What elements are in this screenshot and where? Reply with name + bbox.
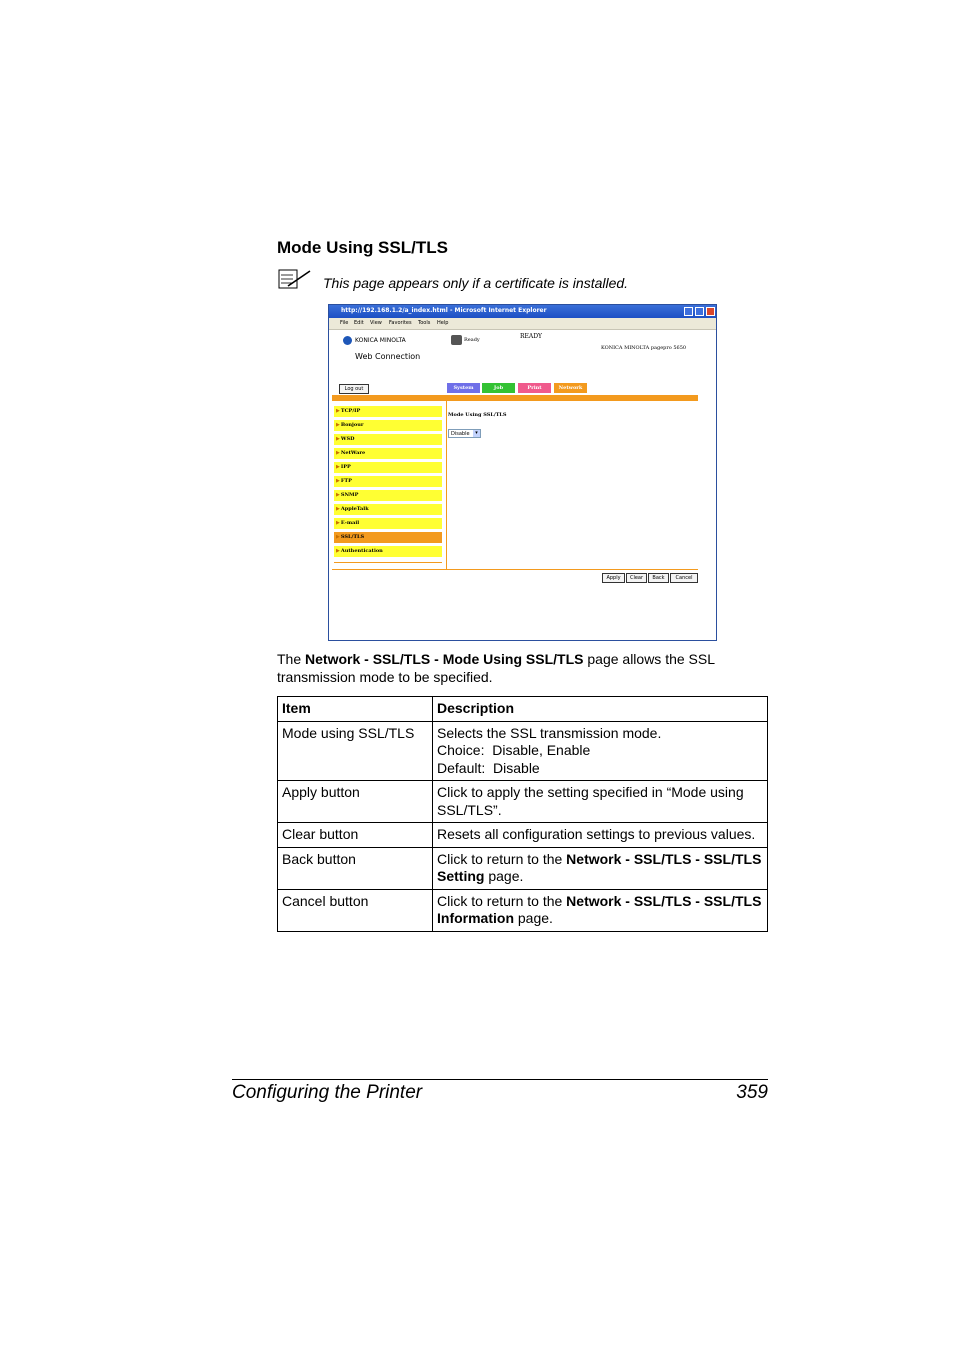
sidebar-item-tcpip[interactable]: ▶TCP/IP bbox=[334, 406, 442, 417]
page-number: 359 bbox=[736, 1082, 768, 1103]
menu-tools[interactable]: Tools bbox=[418, 320, 431, 326]
table-row bbox=[278, 847, 768, 889]
maximize-icon[interactable] bbox=[695, 307, 704, 316]
sidebar-item-snmp[interactable]: ▶SNMP bbox=[334, 490, 442, 501]
content-divider bbox=[446, 401, 447, 569]
sidebar-item-appletalk[interactable]: ▶AppleTalk bbox=[334, 504, 442, 515]
footer-chapter: Configuring the Printer bbox=[232, 1082, 423, 1103]
mode-select[interactable]: Disable ▾ bbox=[448, 429, 481, 438]
status-ready: READY bbox=[520, 333, 543, 340]
table-header-row bbox=[278, 697, 768, 722]
menu-bar bbox=[329, 318, 716, 330]
status-ready-small: Ready bbox=[464, 337, 480, 343]
row-description: Click to apply the setting specified in “Mode using SSL/TLS”. bbox=[433, 781, 768, 823]
tab-system[interactable]: System bbox=[447, 383, 480, 393]
row-description: Selects the SSL transmission mode. Choice: Disable, Enable Default: Disable bbox=[433, 721, 768, 781]
printer-icon bbox=[451, 335, 462, 345]
apply-button[interactable]: Apply bbox=[602, 573, 625, 583]
row-description: Click to return to the Network - SSL/TLS - SSL/TLS Information page. bbox=[433, 889, 768, 931]
sidebar bbox=[334, 406, 442, 560]
section-title: Mode Using SSL/TLS bbox=[277, 238, 448, 257]
tab-print[interactable]: Print bbox=[518, 383, 551, 393]
cancel-button[interactable]: Cancel bbox=[670, 573, 698, 583]
sidebar-item-authentication[interactable]: ▶Authentication bbox=[334, 546, 442, 557]
menu-file[interactable]: File bbox=[340, 320, 349, 326]
clear-button[interactable]: Clear bbox=[626, 573, 647, 583]
sidebar-item-ssltls[interactable]: ▶SSL/TLS bbox=[334, 532, 442, 543]
row-item: Apply button bbox=[278, 781, 433, 823]
row-item: Back button bbox=[278, 847, 433, 889]
table-row bbox=[278, 889, 768, 931]
brand-name: KONICA MINOLTA bbox=[355, 337, 406, 344]
minimize-icon[interactable] bbox=[684, 307, 693, 316]
note-pencil-icon bbox=[278, 268, 312, 290]
menu-view[interactable]: View bbox=[370, 320, 382, 326]
back-button[interactable]: Back bbox=[648, 573, 669, 583]
tab-job[interactable]: Job bbox=[482, 383, 515, 393]
sidebar-item-wsd[interactable]: ▶WSD bbox=[334, 434, 442, 445]
row-description: Click to return to the Network - SSL/TLS - SSL/TLS Setting page. bbox=[433, 847, 768, 889]
row-item: Mode using SSL/TLS bbox=[278, 721, 433, 781]
description-paragraph: The Network - SSL/TLS - Mode Using SSL/TLS page allows the SSL transmission mode to be specified. bbox=[277, 651, 715, 685]
browser-screenshot bbox=[328, 304, 717, 641]
chevron-down-icon: ▾ bbox=[473, 430, 480, 437]
window-titlebar bbox=[329, 305, 716, 318]
web-connection-label: Web Connection bbox=[355, 352, 421, 361]
window-title: http://192.168.1.2/a_index.html - Microsoft Internet Explorer bbox=[341, 307, 547, 314]
close-icon[interactable] bbox=[706, 307, 715, 316]
row-item: Cancel button bbox=[278, 889, 433, 931]
menu-edit[interactable]: Edit bbox=[354, 320, 364, 326]
table-row bbox=[278, 721, 768, 781]
logout-button[interactable]: Log out bbox=[339, 384, 369, 394]
header-divider bbox=[332, 395, 698, 401]
sidebar-item-ftp[interactable]: ▶FTP bbox=[334, 476, 442, 487]
sidebar-item-bonjour[interactable]: ▶Bonjour bbox=[334, 420, 442, 431]
sidebar-divider bbox=[334, 562, 442, 563]
spec-table bbox=[277, 696, 768, 932]
menu-favorites[interactable]: Favorites bbox=[389, 320, 412, 326]
menu-help[interactable]: Help bbox=[437, 320, 449, 326]
footer-divider bbox=[332, 569, 698, 570]
brand-logo bbox=[343, 336, 352, 345]
row-item: Clear button bbox=[278, 823, 433, 848]
table-row bbox=[278, 781, 768, 823]
table-row bbox=[278, 823, 768, 848]
model-name: KONICA MINOLTA pagepro 5650 bbox=[601, 345, 687, 351]
footer-rule bbox=[232, 1079, 768, 1080]
tab-network[interactable]: Network bbox=[554, 383, 587, 393]
row-description: Resets all configuration settings to previous values. bbox=[433, 823, 768, 848]
sidebar-item-netware[interactable]: ▶NetWare bbox=[334, 448, 442, 459]
content-title: Mode Using SSL/TLS bbox=[448, 412, 507, 418]
sidebar-item-ipp[interactable]: ▶IPP bbox=[334, 462, 442, 473]
note-text: This page appears only if a certificate is installed. bbox=[323, 275, 629, 291]
sidebar-item-email[interactable]: ▶E-mail bbox=[334, 518, 442, 529]
header-item: Item bbox=[278, 697, 433, 722]
header-description: Description bbox=[433, 697, 768, 722]
